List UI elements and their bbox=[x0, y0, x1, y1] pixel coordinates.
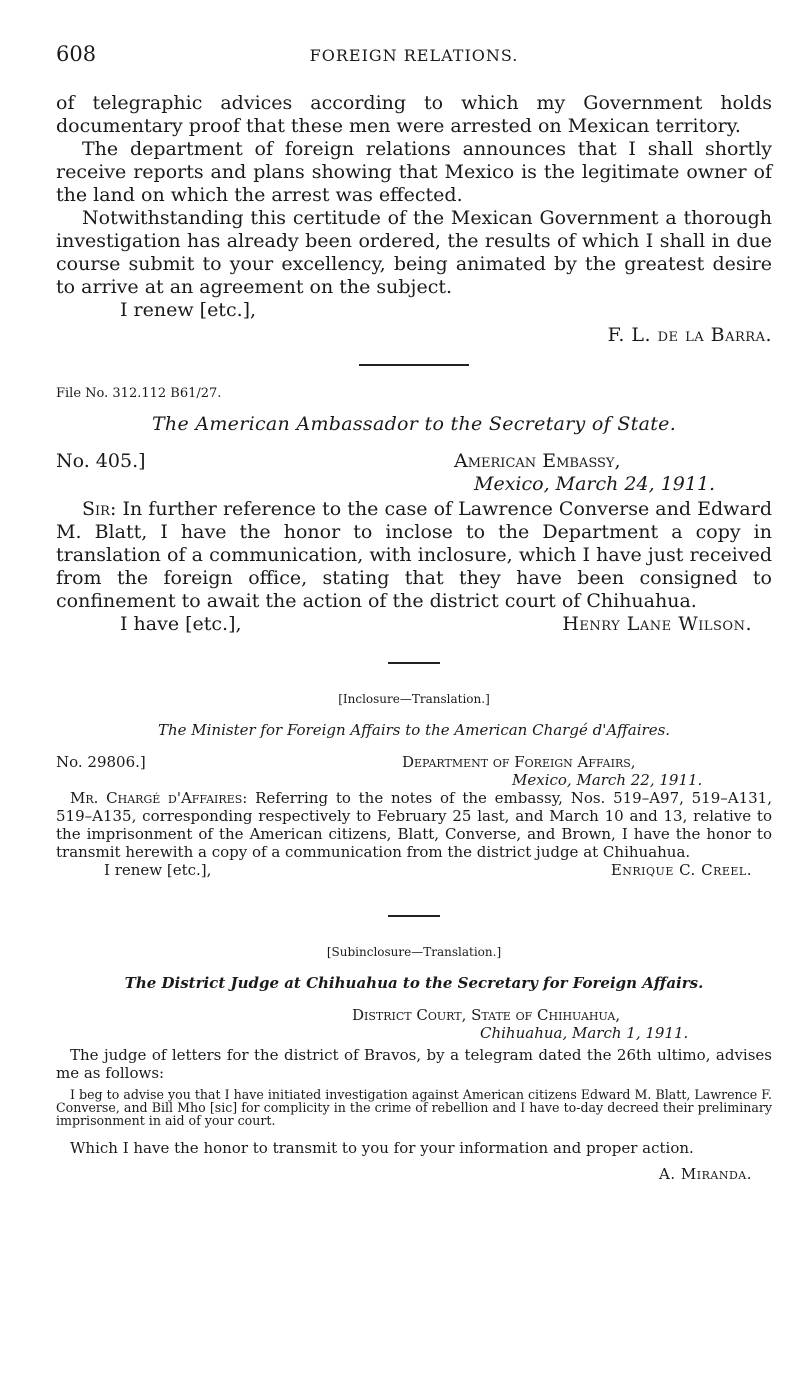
document-page bbox=[56, 40, 772, 1183]
paragraph: The department of foreign relations announces that I shall shortly receive reports and plans showing that Mexico is the legitimate owner of the land on which the arrest was effected. bbox=[56, 138, 772, 206]
closing: I have [etc.], bbox=[120, 613, 242, 635]
signature: Henry Lane Wilson. bbox=[562, 613, 752, 635]
paragraph: of telegraphic advices according to which my Government holds documentary proof that these men were arrested on Mexican territory. bbox=[56, 92, 772, 137]
running-title: FOREIGN RELATIONS. bbox=[309, 46, 519, 65]
divider bbox=[388, 662, 440, 664]
letter-heading: The Minister for Foreign Affairs to the American Chargé d'Affaires. bbox=[157, 721, 671, 739]
quote-text: I beg to advise you that I have initiated investigation against American citizens Edward M. Blatt, Lawrence F. Converse, and Bill Mho [sic] for complicity in the crime of rebellion and I have to-day decreed their preliminary imprisonment in aid of your court. bbox=[56, 1087, 772, 1128]
body-text: In further reference to the case of Lawrence Converse and Edward M. Blatt, I have the honor to inclose to the Department a copy in translation of a communication, with inclosure, which I have just received from the foreign office, stating that they have been consigned to confinement to await the action of the district court of Chihuahua. bbox=[56, 498, 772, 612]
page-number: 608 bbox=[56, 42, 97, 66]
letter-body bbox=[56, 1046, 772, 1082]
paragraph: Notwithstanding this certitude of the Mexican Government a thorough investigation has already been ordered, the results of which I shall in due course submit to your excellency, being animated by the greatest desire to arrive at an agreement on the subject. bbox=[56, 207, 772, 298]
intro-text: The judge of letters for the district of Bravos, by a telegram dated the 26th ultimo, advises me as follows: bbox=[56, 1046, 772, 1082]
prev-letter bbox=[56, 92, 772, 347]
letter-dateline bbox=[56, 753, 772, 789]
letter-dateline bbox=[56, 450, 772, 496]
signature: F. L. de la Barra. bbox=[607, 324, 772, 346]
place: District Court, State of Chihuahua, bbox=[352, 1006, 621, 1024]
place: Department of Foreign Affairs, bbox=[402, 753, 636, 771]
date: Mexico, March 22, 1911. bbox=[512, 771, 703, 789]
letter-heading: The American Ambassador to the Secretary of State. bbox=[151, 413, 677, 435]
page-header bbox=[56, 40, 772, 70]
letter-body bbox=[56, 498, 772, 636]
closing: I renew [etc.], bbox=[120, 299, 257, 321]
date: Mexico, March 24, 1911. bbox=[474, 473, 716, 495]
body-text: Referring to the notes of the embassy, Nos. 519–A97, 519–A131, 519–A135, corresponding respectively to February 25 last, and March 10 and 13, relative to the imprisonment of the American citizens, Blatt, Converse, and Brown, I have the honor to transmit herewith a copy of a communication from the district judge at Chihuahua. bbox=[56, 789, 772, 861]
letter-number: No. 405.] bbox=[56, 450, 146, 472]
signature: Enrique C. Creel. bbox=[610, 861, 752, 879]
salutation: Mr. Chargé d'Affaires: bbox=[70, 789, 248, 807]
closing-text: Which I have the honor to transmit to you for your information and proper action. bbox=[70, 1139, 694, 1157]
date: Chihuahua, March 1, 1911. bbox=[480, 1024, 689, 1042]
letter-number: No. 29806.] bbox=[56, 753, 146, 771]
divider bbox=[359, 364, 469, 366]
divider bbox=[388, 915, 440, 917]
letter-heading: The District Judge at Chihuahua to the Secretary for Foreign Affairs. bbox=[124, 974, 704, 992]
signature: A. Miranda. bbox=[659, 1165, 752, 1183]
file-number: File No. 312.112 B61/27. bbox=[56, 386, 222, 401]
telegram-quote bbox=[56, 1088, 772, 1127]
subinclosure-label: [Subinclosure—Translation.] bbox=[326, 945, 502, 959]
closing: I renew [etc.], bbox=[104, 861, 212, 879]
inclosure-label: [Inclosure—Translation.] bbox=[338, 692, 490, 706]
letter-closing bbox=[56, 1139, 772, 1183]
letter-dateline bbox=[56, 1006, 772, 1042]
letter-body bbox=[56, 789, 772, 881]
place: American Embassy, bbox=[454, 450, 621, 472]
salutation: Sir: bbox=[82, 498, 117, 520]
